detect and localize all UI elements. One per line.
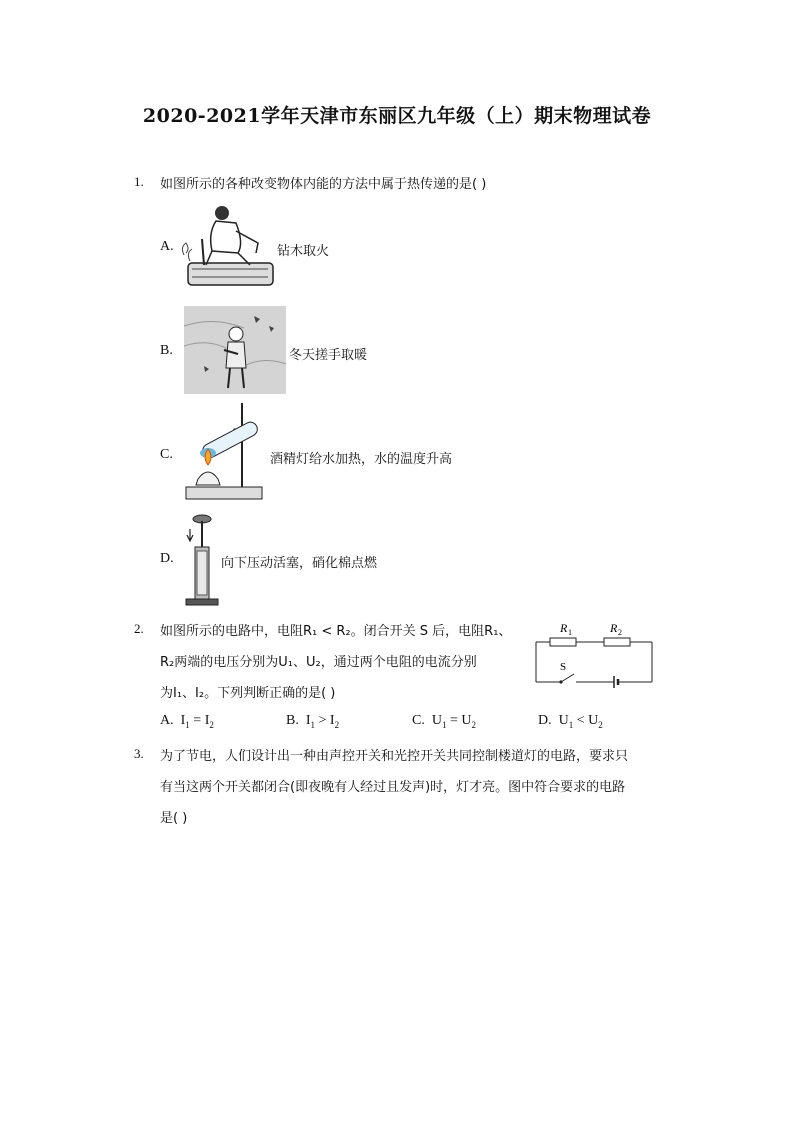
switch-label: S: [560, 661, 567, 673]
question-number: 3.: [134, 746, 144, 761]
question-number: 1.: [134, 174, 144, 189]
option-caption: 冬天搓手取暖: [289, 348, 368, 363]
svg-text:1: 1: [568, 628, 572, 637]
option-letter: B.: [160, 343, 173, 358]
page-title: 2020-2021学年天津市东丽区九年级（上）期末物理试卷: [142, 105, 652, 127]
resistor-r2: [604, 638, 630, 646]
answer-choice-a[interactable]: A. $I_1 = I_2$: [160, 713, 214, 730]
question-text-line: 有当这两个开关都闭合(即夜晚有人经过且发声)时，灯才亮。图中符合要求的电路: [160, 780, 626, 795]
answer-choice-c[interactable]: C. $U_1 = U_2$: [412, 713, 476, 730]
resistor-r1: [550, 638, 576, 646]
r2-label: R: [610, 621, 618, 635]
question-text-line: 如图所示的电路中，电阻R₁ < R₂。闭合开关 S 后，电阻R₁、: [160, 624, 512, 639]
question-text-line: R₂两端的电压分别为U₁、U₂，通过两个电阻的电流分别: [160, 655, 477, 670]
option-letter: D.: [160, 551, 174, 566]
question-text-line: 为I₁、I₂。下列判断正确的是( ): [160, 686, 336, 701]
question-text-line: 为了节电，人们设计出一种由声控开关和光控开关共同控制楼道灯的电路，要求只: [160, 749, 629, 764]
circuit-diagram: [530, 618, 658, 688]
switch-s: [561, 674, 574, 682]
alcohol-lamp-heating-image: [184, 403, 268, 503]
question-text: 如图所示的各种改变物体内能的方法中属于热传递的是( ): [160, 177, 487, 192]
question-number: 2.: [134, 621, 144, 636]
drilling-wood-fire-image: [178, 203, 276, 291]
option-caption: 钻木取火: [277, 244, 330, 259]
piston-compression-image: [180, 513, 224, 607]
r1-label: R: [560, 621, 568, 635]
answer-choice-d[interactable]: D. $U_1 < U_2$: [538, 713, 603, 730]
question-text-line: 是( ): [160, 811, 188, 826]
option-caption: 酒精灯给水加热，水的温度升高: [270, 452, 453, 467]
option-letter: A.: [160, 239, 174, 254]
option-caption: 向下压动活塞，硝化棉点燃: [221, 556, 378, 571]
rubbing-hands-winter-image: [184, 306, 286, 394]
answer-choice-b[interactable]: B. $I_1 > I_2$: [286, 713, 340, 730]
svg-text:2: 2: [618, 628, 622, 637]
option-letter: C.: [160, 447, 173, 462]
